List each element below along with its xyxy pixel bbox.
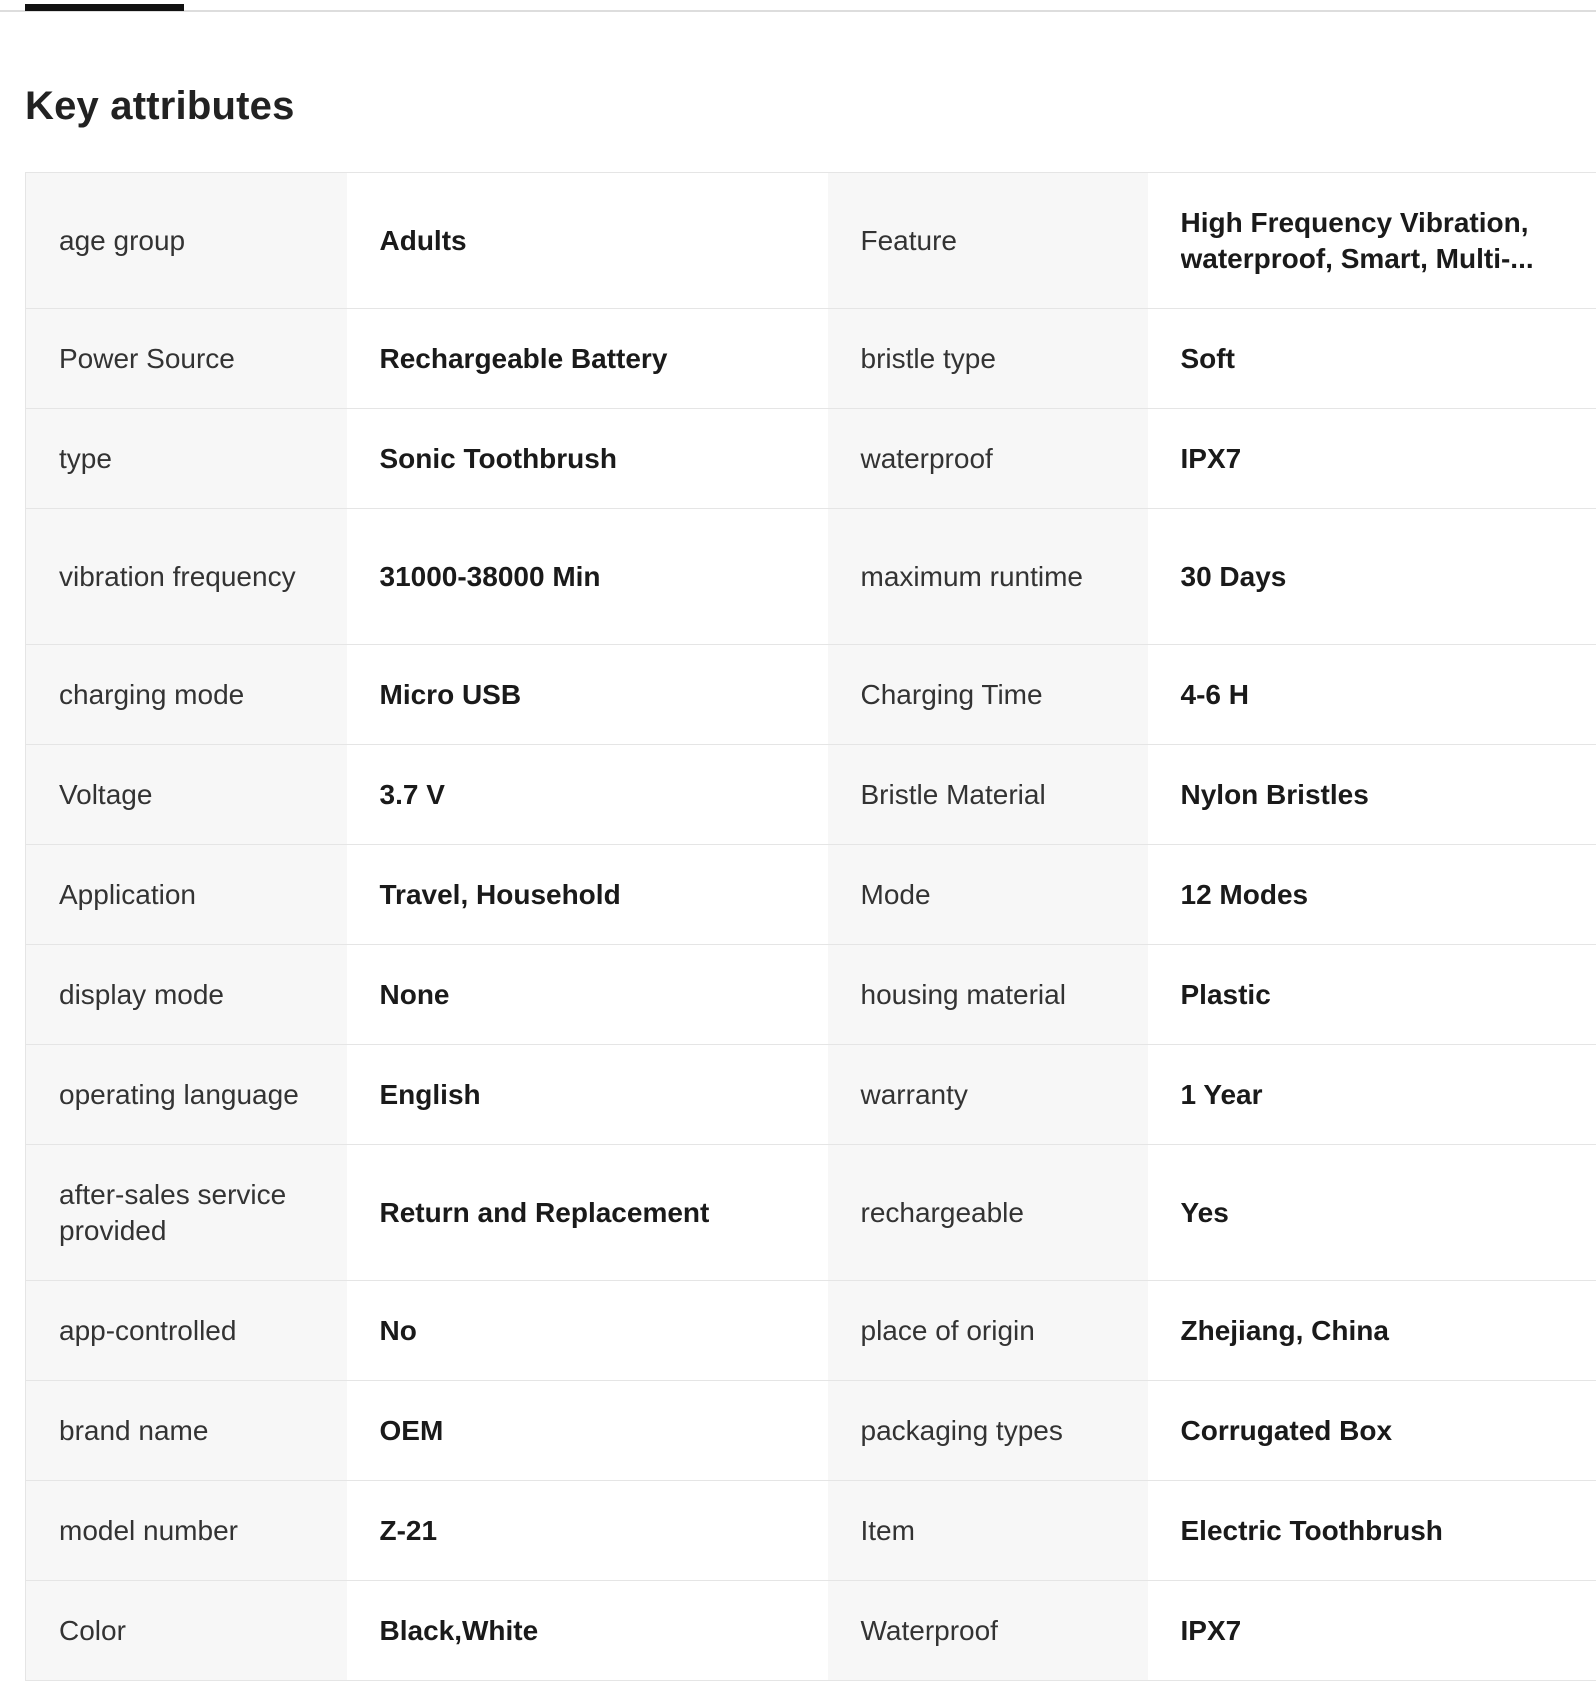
- attribute-label: app-controlled: [26, 1281, 347, 1381]
- attribute-label: brand name: [26, 1381, 347, 1481]
- attribute-label: rechargeable: [828, 1145, 1148, 1281]
- attribute-label: place of origin: [828, 1281, 1148, 1381]
- attribute-value: IPX7: [1148, 1581, 1596, 1681]
- attribute-value: Micro USB: [347, 645, 828, 745]
- attribute-value: [1148, 173, 1596, 309]
- attribute-value: Soft: [1148, 309, 1596, 409]
- attribute-value: Plastic: [1148, 945, 1596, 1045]
- attribute-label: after-sales service provided: [26, 1145, 347, 1281]
- attribute-label: Application: [26, 845, 347, 945]
- attribute-row: [26, 1145, 1596, 1281]
- attribute-label: Feature: [828, 173, 1148, 309]
- attribute-value: Adults: [347, 173, 828, 309]
- attribute-row: [26, 1381, 1596, 1481]
- attribute-row: [26, 1045, 1596, 1145]
- attribute-row: [26, 173, 1596, 309]
- attribute-label: Voltage: [26, 745, 347, 845]
- attribute-value-text: High Frequency Vibration, waterproof, Smart, Multi-...: [1181, 205, 1581, 277]
- attribute-label: age group: [26, 173, 347, 309]
- attribute-value: No: [347, 1281, 828, 1381]
- attribute-value: Rechargeable Battery: [347, 309, 828, 409]
- attribute-row: [26, 845, 1596, 945]
- key-attributes-table: [25, 172, 1596, 1681]
- attribute-value: English: [347, 1045, 828, 1145]
- section-title: Key attributes: [25, 78, 295, 134]
- attribute-value: Nylon Bristles: [1148, 745, 1596, 845]
- tab-bar: [0, 0, 1596, 12]
- attribute-value: 31000-38000 Min: [347, 509, 828, 645]
- attribute-label: bristle type: [828, 309, 1148, 409]
- attribute-label: vibration frequency: [26, 509, 347, 645]
- attribute-value: Electric Toothbrush: [1148, 1481, 1596, 1581]
- attribute-label: Color: [26, 1581, 347, 1681]
- attribute-label: Item: [828, 1481, 1148, 1581]
- attribute-value: 1 Year: [1148, 1045, 1596, 1145]
- attribute-value: Yes: [1148, 1145, 1596, 1281]
- attribute-row: [26, 945, 1596, 1045]
- attribute-row: [26, 1481, 1596, 1581]
- attribute-value: Return and Replacement: [347, 1145, 828, 1281]
- attribute-value: None: [347, 945, 828, 1045]
- attribute-label: maximum runtime: [828, 509, 1148, 645]
- attribute-label: display mode: [26, 945, 347, 1045]
- attribute-value: Black,White: [347, 1581, 828, 1681]
- attribute-value: Z-21: [347, 1481, 828, 1581]
- attribute-value: 30 Days: [1148, 509, 1596, 645]
- tab-divider: [0, 10, 1596, 12]
- attribute-value: IPX7: [1148, 409, 1596, 509]
- attribute-row: [26, 409, 1596, 509]
- attribute-label: Charging Time: [828, 645, 1148, 745]
- attribute-value: Sonic Toothbrush: [347, 409, 828, 509]
- active-tab-indicator[interactable]: [25, 4, 184, 11]
- attribute-value: OEM: [347, 1381, 828, 1481]
- attribute-value: Travel, Household: [347, 845, 828, 945]
- attribute-row: [26, 645, 1596, 745]
- attribute-label: Bristle Material: [828, 745, 1148, 845]
- attribute-row: [26, 309, 1596, 409]
- attribute-label: operating language: [26, 1045, 347, 1145]
- attribute-label: model number: [26, 1481, 347, 1581]
- attribute-label: waterproof: [828, 409, 1148, 509]
- attribute-label: housing material: [828, 945, 1148, 1045]
- attribute-label: Mode: [828, 845, 1148, 945]
- attribute-label: Waterproof: [828, 1581, 1148, 1681]
- attribute-value: 4-6 H: [1148, 645, 1596, 745]
- attribute-label: type: [26, 409, 347, 509]
- attribute-label: warranty: [828, 1045, 1148, 1145]
- attribute-label: packaging types: [828, 1381, 1148, 1481]
- attribute-row: [26, 509, 1596, 645]
- attribute-label: charging mode: [26, 645, 347, 745]
- attribute-row: [26, 1281, 1596, 1381]
- attribute-value: Corrugated Box: [1148, 1381, 1596, 1481]
- attribute-row: [26, 1581, 1596, 1681]
- attribute-value: Zhejiang, China: [1148, 1281, 1596, 1381]
- attribute-value: 12 Modes: [1148, 845, 1596, 945]
- attribute-value: 3.7 V: [347, 745, 828, 845]
- attribute-row: [26, 745, 1596, 845]
- attribute-label: Power Source: [26, 309, 347, 409]
